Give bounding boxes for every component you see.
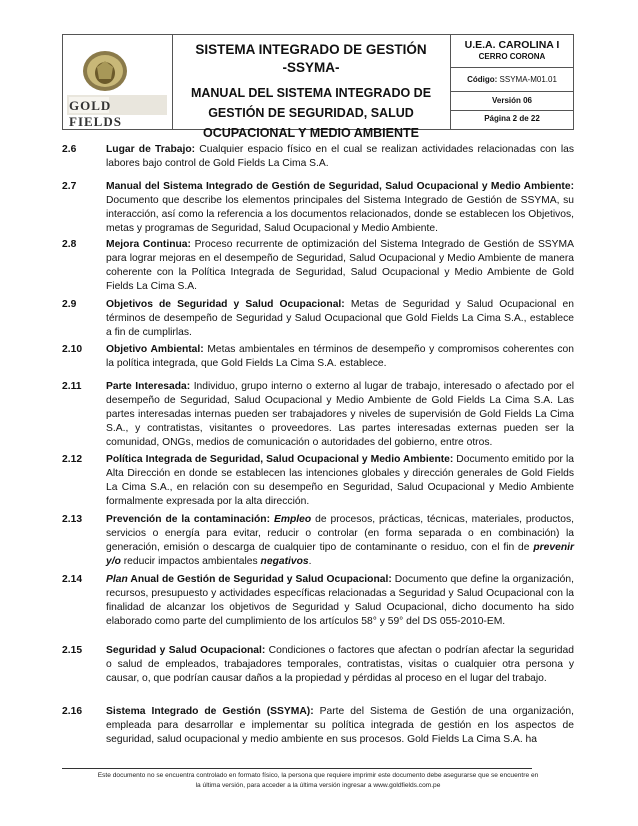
item-text xyxy=(106,143,574,171)
company-row xyxy=(451,35,573,68)
item-number: 2.9 xyxy=(62,299,77,310)
code-row xyxy=(451,68,573,92)
item-body: Metas ambientales en términos de desempeño y compromisos coherentes con la política integrada, que Gold Fields La Cima S.A. establece. xyxy=(106,344,574,370)
item-term: Manual del Sistema Integrado de Gestión de Seguridad, Salud Ocupacional y Medio Ambiente: xyxy=(106,181,574,192)
system-subtitle: -SSYMA- xyxy=(282,60,340,75)
item-number: 2.12 xyxy=(62,454,83,465)
item-number: 2.6 xyxy=(62,144,77,155)
code-label: Código: xyxy=(467,75,498,84)
item-number: 2.15 xyxy=(62,645,83,656)
logo-text: GOLD FIELDS xyxy=(69,98,122,129)
footer-line-1: Este documento no se encuentra controlado en formato físico, la persona que requiere imprimir este documento debe asegurarse que se encuentre en xyxy=(97,772,539,779)
version: Versión 06 xyxy=(491,96,533,105)
meta-cell xyxy=(451,35,573,129)
item-text xyxy=(106,453,574,509)
item-body: Individuo, grupo interno o externo al lugar de trabajo, interesado o afectado por el desempeño de Seguridad, Salud Ocupacional y Medio Ambiente de Gold Fields La Cima S.A. Las partes interesadas internas pueden ser trabajadores y niveles de supervisión de Gold Fields La Cima S.A., y contratistas, visitantes o proveedores. Las partes interesadas externas pueden ser la comunidad, ONGs, medios de comunicación o autoridades del gobierno, entre otros. xyxy=(106,381,574,449)
item-number: 2.10 xyxy=(62,344,83,355)
code-value: SSYMA-M01.01 xyxy=(499,75,557,84)
item-term: Parte Interesada: xyxy=(106,381,191,392)
item-term: Objetivo Ambiental: xyxy=(106,344,204,355)
item-number: 2.13 xyxy=(62,514,83,525)
manual-title: MANUAL DEL SISTEMA INTEGRADO DE GESTIÓN DE SEGURIDAD, SALUD OCUPACIONAL Y MEDIO AMBIENTE xyxy=(190,86,432,140)
item-emphasis: prevenir y/o xyxy=(106,542,574,568)
item-term: Seguridad y Salud Ocupacional: xyxy=(106,645,266,656)
item-emphasis: negativos xyxy=(260,556,309,568)
item-text xyxy=(106,513,574,569)
item-number: 2.14 xyxy=(62,574,83,585)
system-title: SISTEMA INTEGRADO DE GESTIÓN xyxy=(195,42,427,57)
page-row xyxy=(451,111,573,129)
item-text xyxy=(106,705,574,747)
item-text xyxy=(106,644,574,686)
item-term: Anual de Gestión de Seguridad y Salud Ocupacional: xyxy=(127,574,392,585)
item-body: . xyxy=(308,556,312,568)
item-text xyxy=(106,238,574,294)
item-term: Mejora Continua: xyxy=(106,239,191,250)
item-body: Metas de Seguridad y Salud Ocupacional en términos de desempeño de Seguridad y Salud Ocupacional que Gold Fields La Cima S.A., establece a fin de cumplirlas. xyxy=(106,299,574,339)
item-body: reducir impactos ambientales xyxy=(120,556,261,568)
item-text xyxy=(106,380,574,450)
version-row xyxy=(451,92,573,111)
document-footer xyxy=(62,771,574,791)
item-body: Parte del Sistema de Gestión de una organización, empleada para desarrollar e implementar su política integrada de gestión en los aspectos de seguridad, salud ocupacional y medio ambiente en sus procesos. Gold Fields La Cima S.A. ha xyxy=(106,706,574,746)
item-emphasis: Plan xyxy=(106,574,128,585)
item-text xyxy=(106,343,574,371)
item-number: 2.8 xyxy=(62,239,77,250)
item-number: 2.7 xyxy=(62,181,77,192)
item-body: de procesos, prácticas, técnicas, materiales, productos, servicios o energía para evitar, reducir o controlar (en forma separada o en combinación) la generación, emisión o descarga de cualquier tipo de contaminante o residuo, con el fin de xyxy=(106,514,574,554)
item-body: Proceso recurrente de optimización del Sistema Integrado de Gestión de SSYMA para lograr mejoras en el desempeño de Seguridad, Salud Ocupacional y Medio Ambiente de manera coherente con la Política Integrada de Seguridad, Salud Ocupacional y Medio Ambiente de Gold Fields La Cima S.A. xyxy=(106,239,574,293)
doc-code xyxy=(451,75,573,84)
item-text xyxy=(106,298,574,340)
item-body: Documento emitido por la Alta Dirección en donde se establecen las intenciones globales y dirección generales de Gold Fields La Cima S.A., en relación con su desempeño en Seguridad, Salud Ocupacional y Medio Ambiente formalmente expresada por la alta dirección. xyxy=(106,454,574,508)
footer-line-2: la última versión, para acceder a la última versión ingresar a www.goldfields.com.pe xyxy=(195,782,441,789)
item-term: Lugar de Trabajo: xyxy=(106,144,196,155)
item-text xyxy=(106,573,574,629)
item-term: Objetivos de Seguridad y Salud Ocupacional: xyxy=(106,299,345,310)
logo-cell xyxy=(63,35,173,129)
item-term: Prevención de la contaminación: xyxy=(106,514,271,525)
item-body: Condiciones o factores que afectan o podrían afectar la seguridad o salud de empleados, trabajadores temporales, contratistas, visitas o cualquier otra persona y causar, o, que podrían causar daños a la propiedad y pérdidas al proceso en el lugar del trabajo. xyxy=(106,645,574,685)
item-body: Cualquier espacio físico en el cual se realizan actividades relacionadas con las labores bajo control de Gold Fields La Cima S.A. xyxy=(106,144,574,170)
item-emphasis: Empleo xyxy=(273,514,312,525)
unit-name: CERRO CORONA xyxy=(478,52,546,61)
item-text xyxy=(106,180,574,236)
item-body: Documento que describe los elementos principales del Sistema Integrado de Gestión de SSYMA, su interacción, así como la referencia a los documentos relacionados, donde se establecen los Objetivos, metas y programas de Seguridad, Salud Ocupacional y Medio Ambiente. xyxy=(106,195,574,235)
page-number: Página 2 de 22 xyxy=(484,114,540,123)
footer-divider xyxy=(62,768,532,769)
company-name: U.E.A. CAROLINA I xyxy=(464,39,560,51)
item-term: Sistema Integrado de Gestión (SSYMA): xyxy=(106,706,314,717)
item-term: Política Integrada de Seguridad, Salud Ocupacional y Medio Ambiente: xyxy=(106,454,454,465)
title-cell xyxy=(172,35,451,140)
document-header xyxy=(62,34,574,140)
item-body: Documento que define la organización, recursos, presupuesto y actividades específicas relacionadas a Seguridad y Salud Ocupacional con la finalidad de alcanzar los objetivos de Seguridad y Salud Ocupacional, dicho documento ha sido elaborado como parte del cumplimiento de los artículos 58° y 59° del DS 055-2010-EM. xyxy=(106,574,574,628)
item-number: 2.11 xyxy=(62,381,82,392)
item-number: 2.16 xyxy=(62,706,83,717)
